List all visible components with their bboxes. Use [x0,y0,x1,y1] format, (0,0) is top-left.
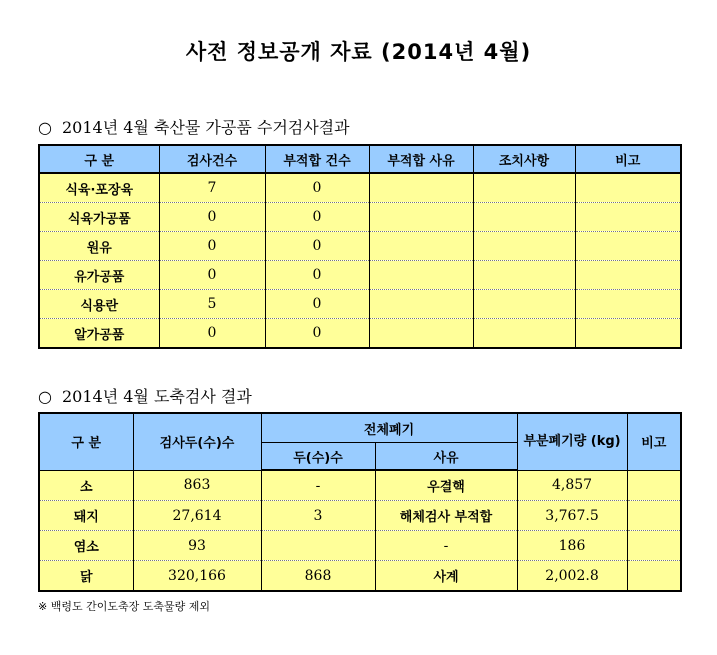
row-action [473,290,575,319]
section-heading-text: 2014년 4월 도축검사 결과 [61,387,252,406]
row-disposal-reason: 우결핵 [375,470,517,501]
row-tests: 0 [159,261,265,290]
row-inspected: 93 [133,531,261,561]
col-header-nonconforming: 부적합 건수 [265,145,369,173]
col-header-tests: 검사건수 [159,145,265,173]
row-category: 원유 [39,232,159,261]
row-disposal-reason: - [375,531,517,561]
table-row [39,561,681,592]
row-inspected: 27,614 [133,501,261,531]
row-category: 식육·포장육 [39,173,159,203]
row-action [473,203,575,232]
col-header-reason: 부적합 사유 [369,145,473,173]
table-row [39,261,681,290]
row-disposal-count [261,531,375,561]
col-header-disposal-reason: 사유 [375,443,517,471]
row-tests: 7 [159,173,265,203]
row-disposal-count: - [261,470,375,501]
row-note [575,203,681,232]
row-category: 닭 [39,561,133,592]
row-note [575,319,681,349]
row-note [575,290,681,319]
row-inspected: 320,166 [133,561,261,592]
col-header-action: 조치사항 [473,145,575,173]
row-note [575,173,681,203]
row-category: 식용란 [39,290,159,319]
row-action [473,173,575,203]
row-category: 돼지 [39,501,133,531]
row-partial-disposal: 3,767.5 [517,501,627,531]
row-tests: 5 [159,290,265,319]
table-row [39,232,681,261]
row-category: 식육가공품 [39,203,159,232]
col-header-inspected: 검사두(수)수 [133,413,261,470]
row-note [575,232,681,261]
col-header-note: 비고 [627,413,681,470]
row-reason [369,203,473,232]
row-disposal-reason: 사계 [375,561,517,592]
row-note [627,531,681,561]
row-note [627,470,681,501]
row-reason [369,261,473,290]
row-action [473,232,575,261]
row-disposal-count: 3 [261,501,375,531]
table-row [39,319,681,349]
section-heading-processed-products [38,115,350,138]
row-reason [369,319,473,349]
row-note [575,261,681,290]
row-nonconforming: 0 [265,203,369,232]
row-note [627,501,681,531]
row-category: 알가공품 [39,319,159,349]
row-disposal-count: 868 [261,561,375,592]
col-header-partial-disposal: 부분폐기량 (kg) [517,413,627,470]
row-nonconforming: 0 [265,232,369,261]
page-title: 사전 정보공개 자료 (2014년 4월) [185,40,532,64]
row-reason [369,232,473,261]
section-heading-text: 2014년 4월 축산물 가공품 수거검사결과 [61,118,350,137]
row-category: 소 [39,470,133,501]
section-heading-slaughter [38,384,252,407]
row-action [473,261,575,290]
row-partial-disposal: 4,857 [517,470,627,501]
row-tests: 0 [159,232,265,261]
row-tests: 0 [159,203,265,232]
row-nonconforming: 0 [265,173,369,203]
table-row [39,173,681,203]
row-category: 유가공품 [39,261,159,290]
table-row [39,501,681,531]
row-category: 염소 [39,531,133,561]
row-partial-disposal: 186 [517,531,627,561]
row-nonconforming: 0 [265,319,369,349]
row-nonconforming: 0 [265,290,369,319]
row-note [627,561,681,592]
row-action [473,319,575,349]
table-row [39,531,681,561]
circle-bullet-icon: ○ [38,118,52,137]
footnote: ※ 백령도 간이도축장 도축물량 제외 [38,600,210,613]
row-reason [369,173,473,203]
processed-products-table [38,144,682,349]
table-row [39,290,681,319]
table-row [39,470,681,501]
slaughter-inspection-table [38,412,682,592]
table-row [39,203,681,232]
col-header-note: 비고 [575,145,681,173]
row-reason [369,290,473,319]
col-header-disposal-count: 두(수)수 [261,443,375,471]
circle-bullet-icon: ○ [38,387,52,406]
col-header-category: 구 분 [39,413,133,470]
col-header-category: 구 분 [39,145,159,173]
row-disposal-reason: 해체검사 부적합 [375,501,517,531]
row-tests: 0 [159,319,265,349]
row-nonconforming: 0 [265,261,369,290]
row-partial-disposal: 2,002.8 [517,561,627,592]
row-inspected: 863 [133,470,261,501]
col-header-total-disposal: 전체폐기 [261,413,517,443]
